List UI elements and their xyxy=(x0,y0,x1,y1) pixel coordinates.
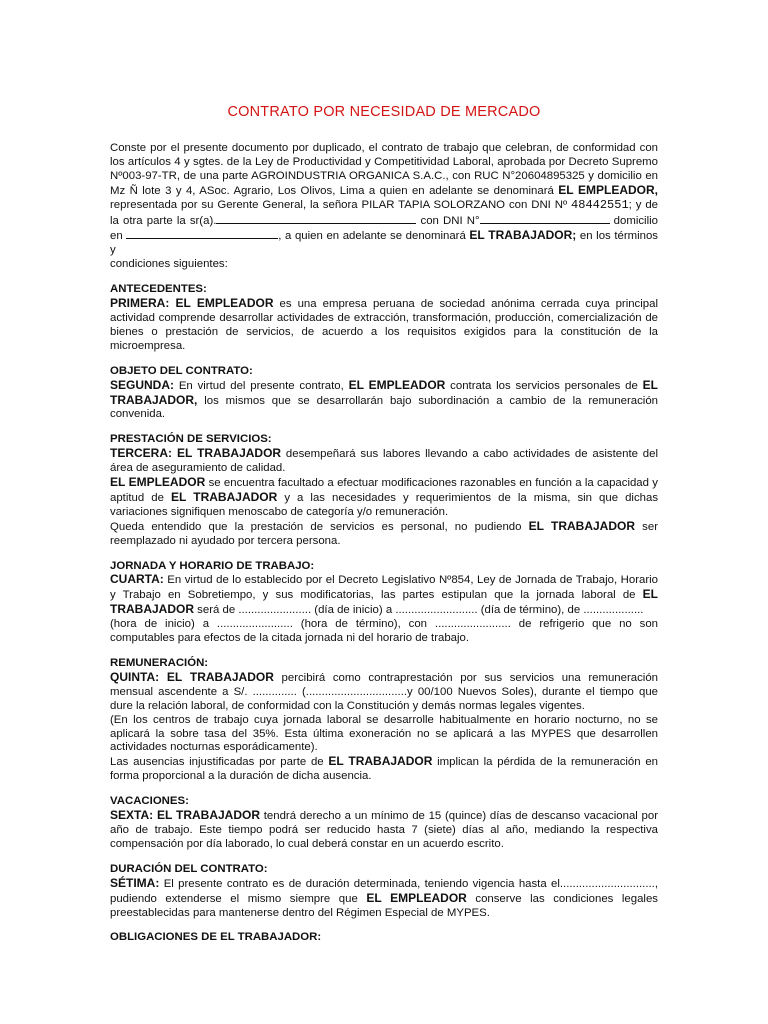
clause-sexta: SEXTA: EL TRABAJADOR tendrá derecho a un mínimo de 15 (quince) días de descanso vacacional por año de trabajo. Este tiempo podrá ser reducido hasta 7 (siete) días al año, mediando la respectiva compensación por día laborado, lo cual deberá constar en un acuerdo escrito. xyxy=(110,808,659,850)
clause-setima: SÉTIMA: El presente contrato es de duración determinada, teniendo vigencia hasta el.............................., pudiendo extenderse el mismo siempre que EL EMPLEADOR conserve las condiciones legales preestablecidas para mantenerse dentro del Régimen Especial de MYPES. xyxy=(110,875,658,919)
degree-sign: º xyxy=(118,169,123,182)
intro-text-7: , a quien en adelante se denominará xyxy=(278,230,470,243)
clause-tercera: TERCERA: EL TRABAJADOR desempeñará sus labores llevando a cabo actividades de asistente del área de aseguramiento de calidad. EL EMPLEADOR se encuentra facultado a efectuar modificaciones razonables en función a la capacidad y aptitud de EL TRABAJADOR y a las necesidades y requerimientos de la misma, sin que dichas variaciones signifiquen menoscabo de categoría y/o remuneración. Queda entendido que la prestación de servicios es personal, no pudiendo EL TRABAJADOR ser reemplazado ni ayudado por tercera persona. xyxy=(110,446,659,547)
clause-quinta: QUINTA: EL TRABAJADOR percibirá como contraprestación por sus servicios una remuneración mensual ascendente a S/. .............. (................................y 00/100 Nuevos Soles), durante el tiempo que dure la relación laboral, de conformidad con la Constitución y demás normas legales vigentes. (En los centros de trabajo cuya jornada laboral se desarrolle habitualmente en horario nocturno, no se aplicará la sobre tasa del 35%. Esta última exoneración no se aplicará a las MYPES que desarrollen actividades nocturnas esporádicamente). Las ausencias injustificadas por parte de EL TRABAJADOR implican la pérdida de la remuneración en forma proporcional a la duración de dicha ausencia. xyxy=(110,669,659,783)
heading-duracion: DURACIÓN DEL CONTRATO: xyxy=(110,862,268,875)
heading-objeto: OBJETO DEL CONTRATO: xyxy=(110,364,253,377)
document-title: CONTRATO POR NECESIDAD DE MERCADO xyxy=(227,104,541,120)
address-blank xyxy=(126,228,278,239)
clause-cuarta: CUARTA: En virtud de lo establecido por el Decreto Legislativo Nº854, Ley de Jornada de Trabajo, Horario y Trabajo en Sobretiempo, y sus modificatorias, las partes estipulan que la jornada laboral de EL TRABAJADOR será de ....................... (día de inicio) a .......................... (día de término), de ................... (hora de inicio) a ........................ (hora de término), con ........................ de refrigerio que no son computables para efectos de la citada jornada ni del horario de trabajo. xyxy=(110,572,659,645)
name-blank xyxy=(216,213,416,224)
clause-primera: PRIMERA: EL EMPLEADOR es una empresa peruana de sociedad anónima cerrada cuya principal actividad comprende desarrollar actividades de extracción, transformación, producción, comercialización de bienes o prestación de servicios, de acuerdo a los requisitos exigidos para la constitución de la microempresa. xyxy=(110,296,658,352)
heading-vacaciones: VACACIONES: xyxy=(110,795,189,808)
heading-obligaciones: OBLIGACIONES DE EL TRABAJADOR: xyxy=(110,931,322,944)
intro-paragraph xyxy=(110,142,658,272)
heading-remuneracion: REMUNERACIÓN: xyxy=(110,657,209,669)
intro-text-4: ; y de la otra parte la sr(a). xyxy=(110,198,659,227)
heading-prestacion: PRESTACIÓN DE SERVICIOS: xyxy=(110,433,272,446)
intro-text-8: en los términos y xyxy=(110,230,658,257)
trabajador-term: EL TRABAJADOR; xyxy=(469,228,577,243)
intro-text-1: Conste por el presente documento por duplicado, el contrato de trabajo que celebran, de conformidad con los artículos 4 y sgtes. de la Ley de Productividad y Competitividad Laboral, aprobada por Decreto Supremo N xyxy=(110,142,658,182)
heading-antecedentes: ANTECEDENTES: xyxy=(110,283,207,296)
heading-jornada: JORNADA Y HORARIO DE TRABAJO: xyxy=(110,559,315,572)
intro-text-2: 003-97-TR, de una parte AGROINDUSTRIA ORGANICA S.A.C., con RUC N°20604895325 y domicilio en Mz Ñ lote 3 y 4, ASoc. Agrario, Los Olivos, Lima a quien en adelante se denominará xyxy=(110,169,658,197)
intro-text-9: condiciones siguientes: xyxy=(110,258,228,271)
intro-text-5: con DNI N° xyxy=(416,214,480,227)
dni-blank xyxy=(480,213,610,224)
clause-segunda: SEGUNDA: En virtud del presente contrato, EL EMPLEADOR contrata los servicios personales de EL TRABAJADOR, los mismos que se desarrollarán bajo subordinación a cambio de la remuneración convenida. xyxy=(110,377,659,421)
intro-text-3: representada por su Gerente General, la señora PILAR TAPIA SOLORZANO con DNI Nº xyxy=(110,198,572,211)
dni-number: 48442551 xyxy=(571,197,629,212)
intro-text-6: domicilio en xyxy=(110,214,658,243)
empleador-term: EL EMPLEADOR, xyxy=(558,182,658,197)
